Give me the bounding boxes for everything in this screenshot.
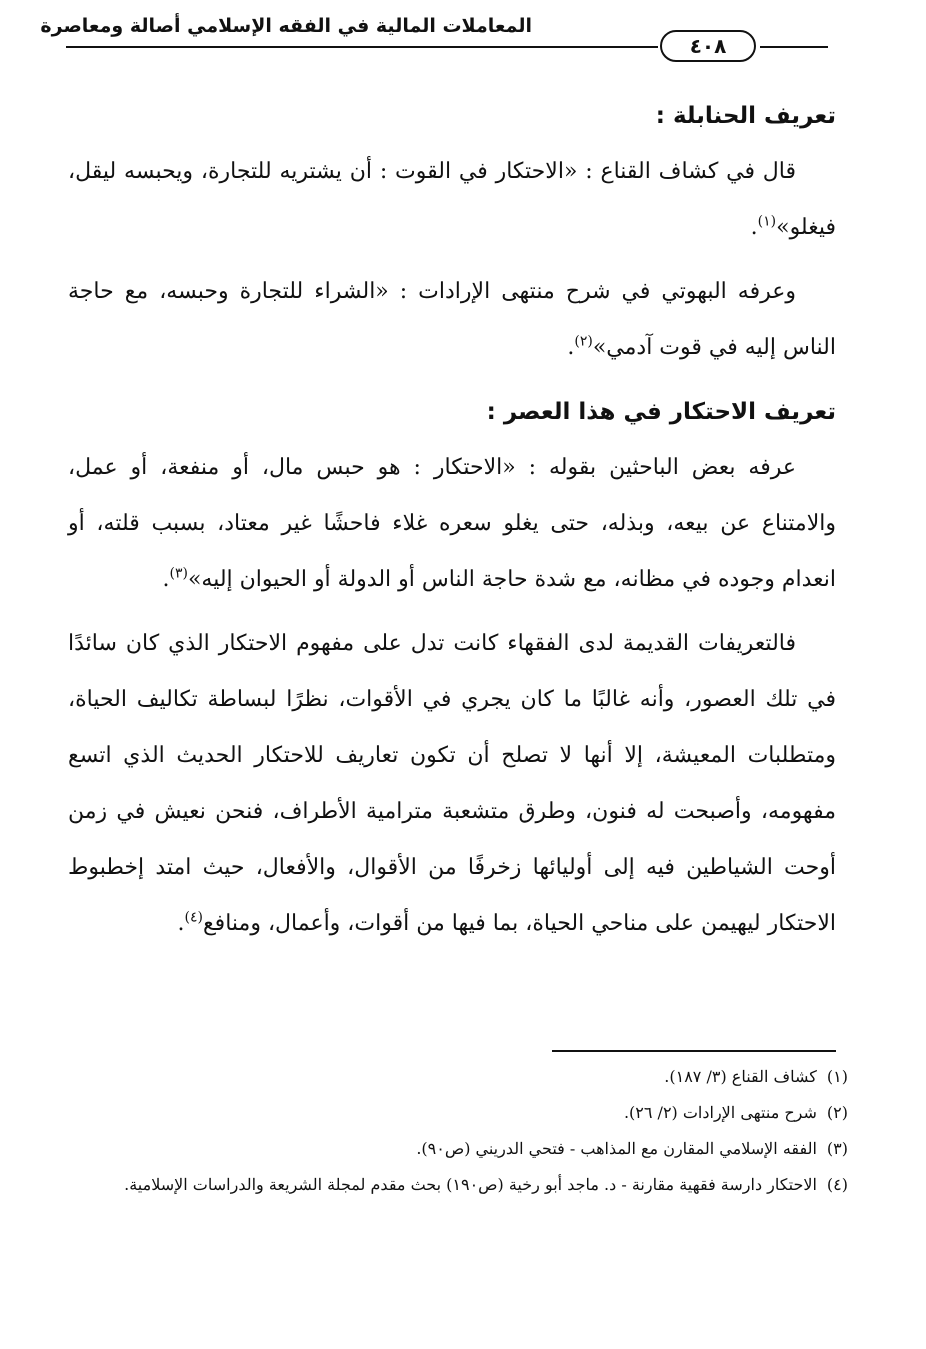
footnote-ref[interactable]: (٢) <box>574 333 593 350</box>
footnote-number: (١) <box>826 1067 848 1086</box>
footnote-item <box>72 1062 848 1092</box>
footnote-item <box>72 1134 848 1164</box>
footnote-ref[interactable]: (١) <box>757 213 777 230</box>
section-heading: تعريف الحنابلة : <box>655 103 836 129</box>
footnote-text: الفقه الإسلامي المقارن مع المذاهب - فتحي الدريني (ص٩٠). <box>416 1139 817 1158</box>
paragraph: وعرفه البهوتي في شرح منتهى الإرادات : «الشراء للتجارة وحبسه، مع حاجة الناس إليه في قوت آدمي»$^{(٢)}$. <box>68 279 836 360</box>
footnote-number: (٣) <box>826 1139 848 1158</box>
section-heading: تعريف الاحتكار في هذا العصر : <box>486 399 836 425</box>
footnote-number: (٤) <box>826 1175 848 1194</box>
footnote-ref[interactable]: (٣) <box>169 565 188 582</box>
footnote-item <box>72 1098 848 1128</box>
footnote-text: الاحتكار دارسة فقهية مقارنة - د. ماجد أبو رخية (ص١٩٠) بحث مقدم لمجلة الشريعة والدراسات الإسلامية. <box>124 1175 817 1194</box>
header-rule <box>760 46 828 48</box>
footnote-number: (٢) <box>826 1103 848 1122</box>
header-rule <box>66 46 658 48</box>
footnote-ref[interactable]: (٤) <box>184 909 203 926</box>
footnote-item <box>72 1170 848 1200</box>
paragraph: عرفه بعض الباحثين بقوله : «الاحتكار : هو حبس مال، أو منفعة، أو عمل، والامتناع عن بيعه، وبذله، حتى يغلو سعره غلاء فاحشًا غير معتاد، بسبب قلته، أو انعدام وجوده في مظانه، مع شدة حاجة الناس أو الدولة أو الحيوان إليه»$^{(٣)}$. <box>68 455 836 592</box>
footnotes <box>72 1062 848 1206</box>
footnote-text: شرح منتهى الإرادات (٢/ ٢٦). <box>623 1103 817 1122</box>
running-header-title: المعاملات المالية في الفقه الإسلامي أصالة ومعاصرة <box>40 15 532 37</box>
paragraph: فالتعريفات القديمة لدى الفقهاء كانت تدل على مفهوم الاحتكار الذي كان سائدًا في تلك العصور، وأنه غالبًا ما كان يجري في الأقوات، نظرًا لبساطة تكاليف الحياة، ومتطلبات المعيشة، إلا أنها لا تصلح أن تكون تعاريف للاحتكار الحديث الذي اتسع مفهومه، وأصبحت له فنون، وطرق متشعبة مترامية الأطراف، فنحن نعيش في زمن أوحت الشياطين فيه إلى أوليائها زخرفًا من الأقوال، والأفعال، حيث امتد إخطبوط الاحتكار ليهيمن على مناحي الحياة، بما فيها من أقوات، وأعمال، ومنافع$^{(٤)}$. <box>68 631 836 936</box>
main-text <box>68 88 836 960</box>
footnote-separator <box>552 1050 836 1052</box>
footnote-text: كشاف القناع (٣/ ١٨٧). <box>664 1067 817 1086</box>
page-number-badge: ٤٠٨ <box>660 30 756 62</box>
paragraph: قال في كشاف القناع : «الاحتكار في القوت : أن يشتريه للتجارة، ويحبسه ليقل، فيغلو»$^{(١)}$. <box>68 159 836 240</box>
